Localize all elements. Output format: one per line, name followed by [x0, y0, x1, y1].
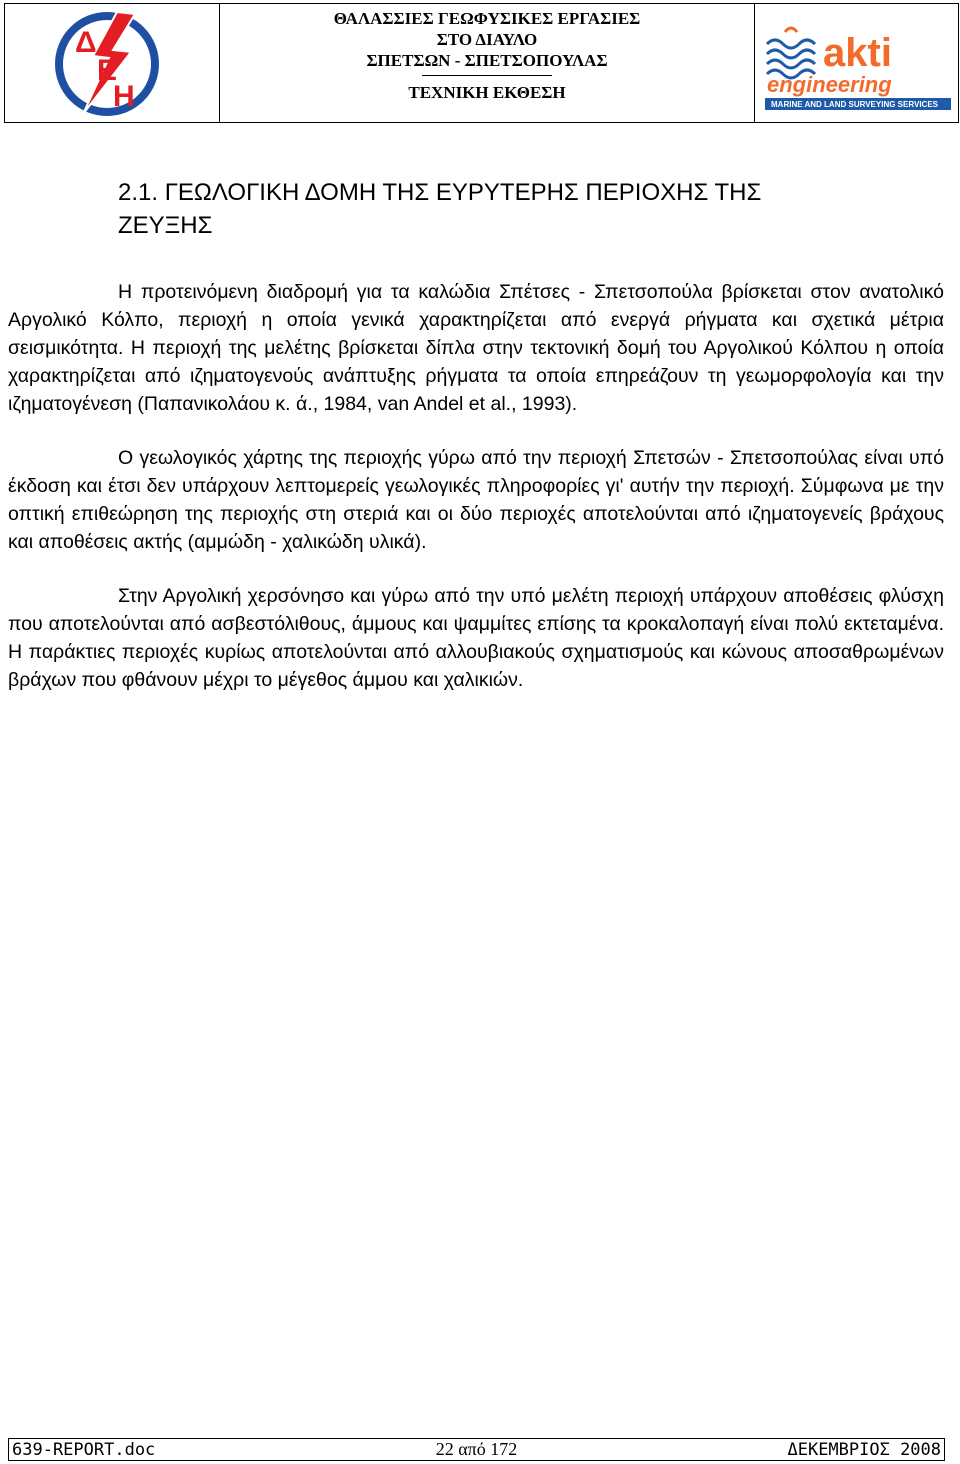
- header-title-line-3: ΣΠΕΤΣΩΝ - ΣΠΕΤΣΟΠΟΥΛΑΣ: [366, 51, 608, 70]
- left-logo-cell: [5, 4, 220, 122]
- right-logo-cell: [755, 4, 958, 122]
- engineering-word: engineering: [767, 72, 892, 97]
- section-title-line-2: ΖΕΥΞΗΣ: [118, 212, 213, 239]
- page-content: [8, 176, 944, 694]
- akti-word: akti: [823, 31, 892, 75]
- deh-letter-epsilon: Ε: [97, 54, 118, 87]
- header-title-line-1: ΘΑΛΑΣΣΙΕΣ ΓΕΩΦΥΣΙΚΕΣ ΕΡΓΑΣΙΕΣ: [333, 9, 641, 28]
- footer-date: ΔΕΚΕΜΒΡΙΟΣ 2008: [787, 1439, 942, 1460]
- report-type: ΤΕΧΝΙΚΗ ΕΚΘΕΣΗ: [408, 83, 566, 102]
- paragraph-2: Ο γεωλογικός χάρτης της περιοχής γύρω από την περιοχή Σπετσών - Σπετσοπούλας είναι υπό έκδοση και έτσι δεν υπάρχουν λεπτομερείς γεωλογικές πληροφορίες γι' αυτήν την περιοχή. Σύμφωνα με την οπτική επιθεώρηση της περιοχής στη στεριά και οι δύο περιοχές αποτελούνται από ιζηματογενείς βράχους και αποθέσεις ακτής (αμμώδη - χαλικώδη υλικά).: [8, 447, 944, 553]
- paragraph-3: Στην Αργολική χερσόνησο και γύρω από την υπό μελέτη περιοχή υπάρχουν αποθέσεις φλύσχη που αποτελούνται από ασβεστόλιθους, άμμους και ψαμμίτες επίσης τα κροκαλοπαγή είναι πολύ εκτεταμένα. Η παράκτιες περιοχές κυρίως αποτελούνται από αλλουβιακούς σχηματισμούς και κώνους αποσαθρωμένων βράχων που φθάνουν μέχρι το μέγεθος άμμου και χαλικιών.: [8, 585, 944, 691]
- header-title-line-2: ΣΤΟ ΔΙΑΥΛΟ: [436, 30, 538, 49]
- akti-tagline: MARINE AND LAND SURVEYING SERVICES: [771, 100, 938, 109]
- page-footer: [8, 1438, 945, 1461]
- page-header: [4, 3, 959, 123]
- header-title-cell: [220, 4, 755, 122]
- section-title: [8, 176, 944, 209]
- header-divider: [422, 75, 552, 76]
- section-title-line-1: 2.1. ΓΕΩΛΟΓΙΚΗ ΔΟΜΗ ΤΗΣ ΕΥΡΥΤΕΡΗΣ ΠΕΡΙΟΧΗΣ ΤΗΣ: [118, 179, 762, 206]
- deh-letter-delta: Δ: [75, 26, 97, 59]
- footer-filename: 639-REPORT.doc: [12, 1439, 156, 1460]
- akti-engineering-logo: [763, 14, 953, 114]
- deh-logo: [53, 10, 165, 118]
- deh-letter-eta: Η: [113, 80, 135, 113]
- footer-page-number: 22 από 172: [435, 1439, 518, 1459]
- paragraph-1: Η προτεινόμενη διαδρομή για τα καλώδια Σπέτσες - Σπετσοπούλα βρίσκεται στον ανατολικό Αργολικό Κόλπο, περιοχή η οποία γενικά χαρακτηρίζεται από ενεργά ρήγματα και σχετικά μέτρια σεισμικότητα. Η περιοχή της μελέτης βρίσκεται δίπλα στην τεκτονική δομή του Αργολικού Κόλπου η οποία χαρακτηρίζεται από ιζηματογενούς ανάπτυξης ρήγματα τα οποία επηρεάζουν τη γεωμορφολογία και την ιζηματογένεση (Παπανικολάου κ. ά., 1984, van Andel et al., 1993).: [8, 281, 944, 415]
